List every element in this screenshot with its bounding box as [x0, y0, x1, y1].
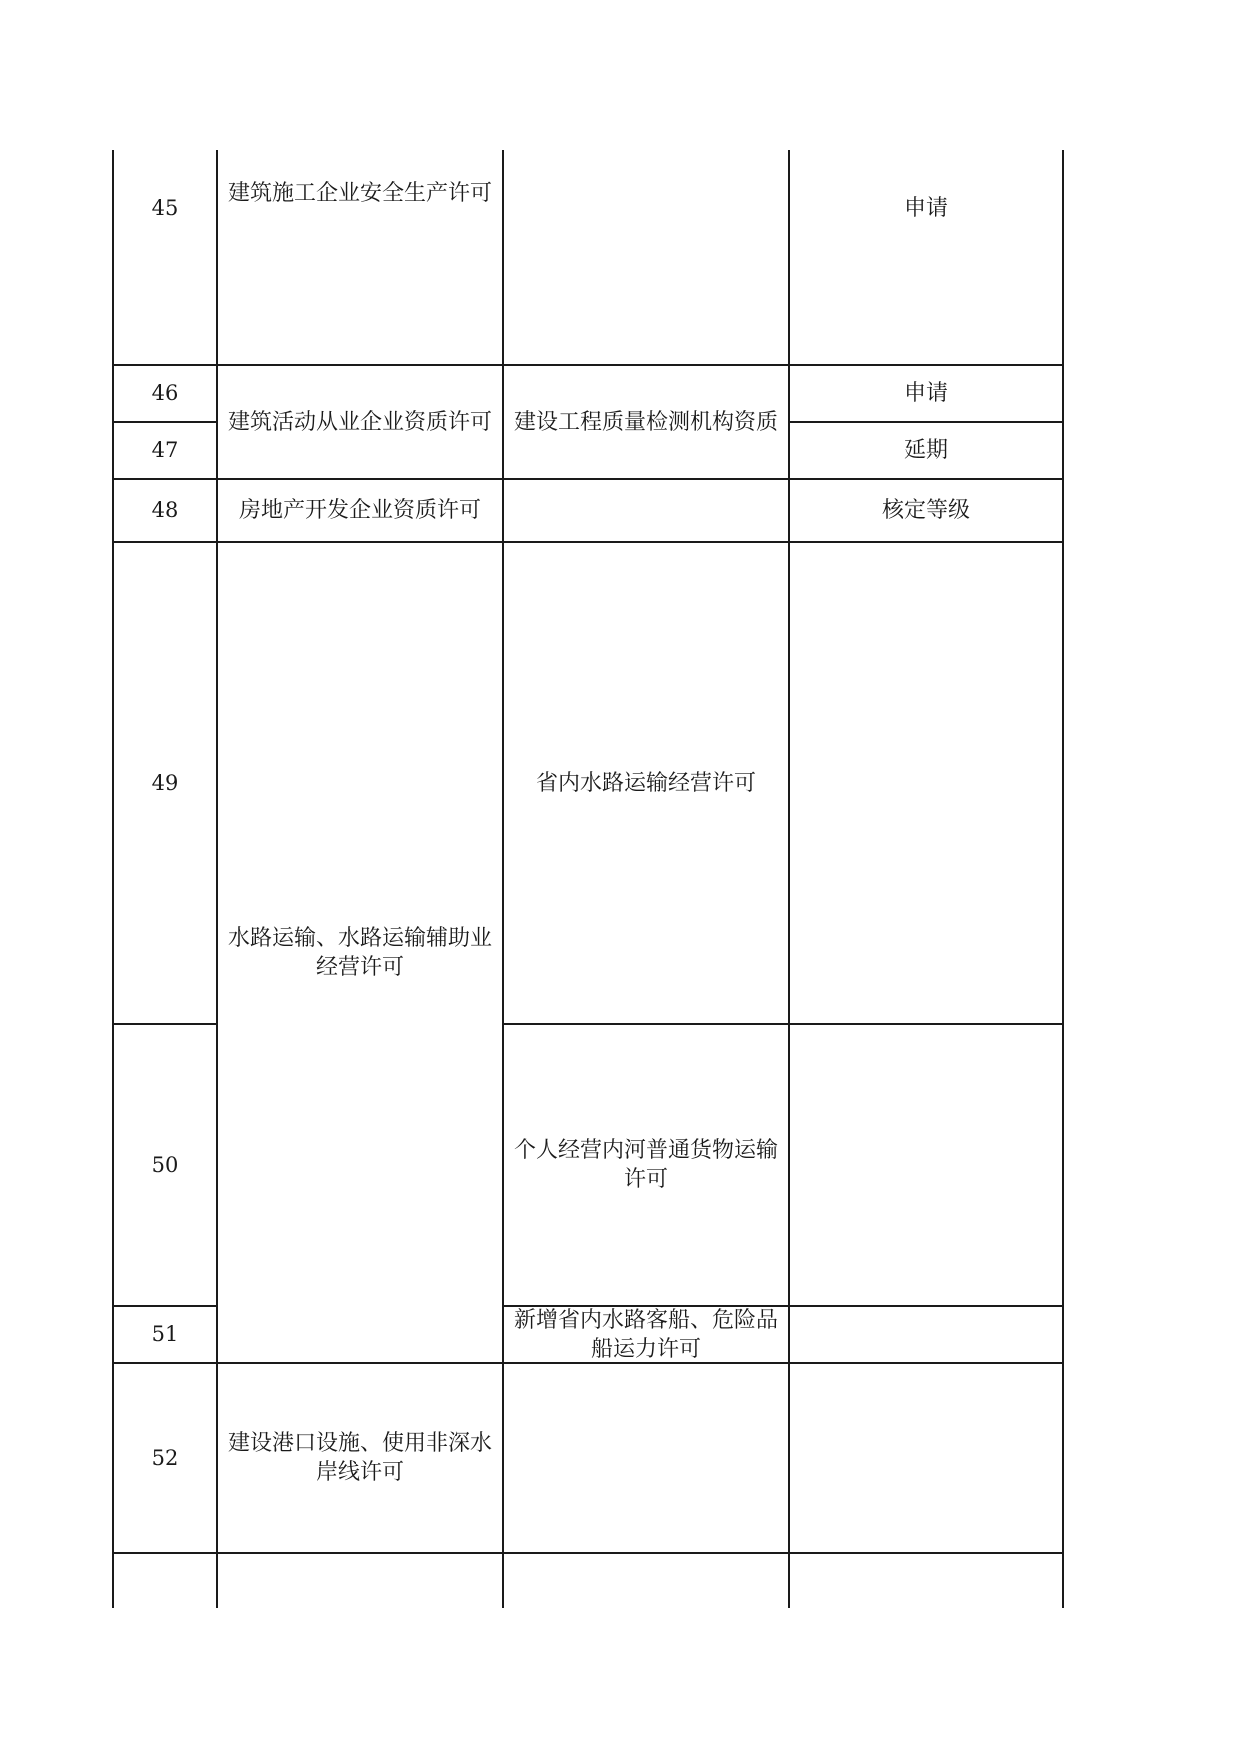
item-cell [218, 480, 502, 541]
row-number: 47 [151, 438, 179, 462]
row-number: 48 [151, 498, 179, 522]
row-number-cell [114, 480, 216, 541]
item-name: 建设港口设施、使用非深水岸线许可 [227, 1431, 492, 1485]
item-cell [218, 366, 502, 478]
subitem-name: 省内水路运输经营许可 [535, 770, 756, 796]
subitem-name: 个人经营内河普通货物运输许可 [513, 1138, 778, 1192]
item-cell [218, 150, 502, 364]
grid-line [1062, 150, 1064, 1608]
action-label: 延期 [903, 438, 948, 463]
row-number-cell [114, 1364, 216, 1552]
action-cell [790, 480, 1062, 541]
action-label: 核定等级 [881, 498, 970, 523]
row-number-cell [114, 1307, 216, 1362]
row-number: 49 [151, 770, 179, 795]
row-number: 52 [151, 1445, 179, 1470]
row-number: 50 [151, 1152, 179, 1177]
row-number: 46 [151, 381, 179, 405]
subitem-cell [504, 1307, 788, 1362]
subitem-cell [504, 1025, 788, 1305]
subitem-name: 新增省内水路客船、危险品船运力许可 [513, 1307, 778, 1362]
item-name: 房地产开发企业资质许可 [238, 498, 481, 523]
grid-line [112, 1552, 1064, 1554]
action-cell [790, 423, 1062, 478]
action-label: 申请 [903, 381, 948, 406]
item-name: 建筑施工企业安全生产许可 [227, 181, 492, 206]
row-number: 51 [151, 1322, 179, 1346]
subitem-name: 建设工程质量检测机构资质 [513, 409, 778, 435]
subitem-cell [504, 366, 788, 478]
row-number-cell [114, 366, 216, 421]
row-number-cell [114, 423, 216, 478]
item-cell [218, 543, 502, 1362]
row-number-cell [114, 543, 216, 1023]
subitem-cell [504, 543, 788, 1023]
item-cell [218, 1364, 502, 1552]
row-number: 45 [151, 196, 179, 220]
item-name: 水路运输、水路运输辅助业经营许可 [227, 925, 492, 980]
row-number-cell [114, 1025, 216, 1305]
action-cell [790, 366, 1062, 421]
action-label: 申请 [903, 196, 948, 221]
action-cell [790, 150, 1062, 364]
row-number-cell [114, 150, 216, 364]
item-name: 建筑活动从业企业资质许可 [227, 409, 492, 435]
